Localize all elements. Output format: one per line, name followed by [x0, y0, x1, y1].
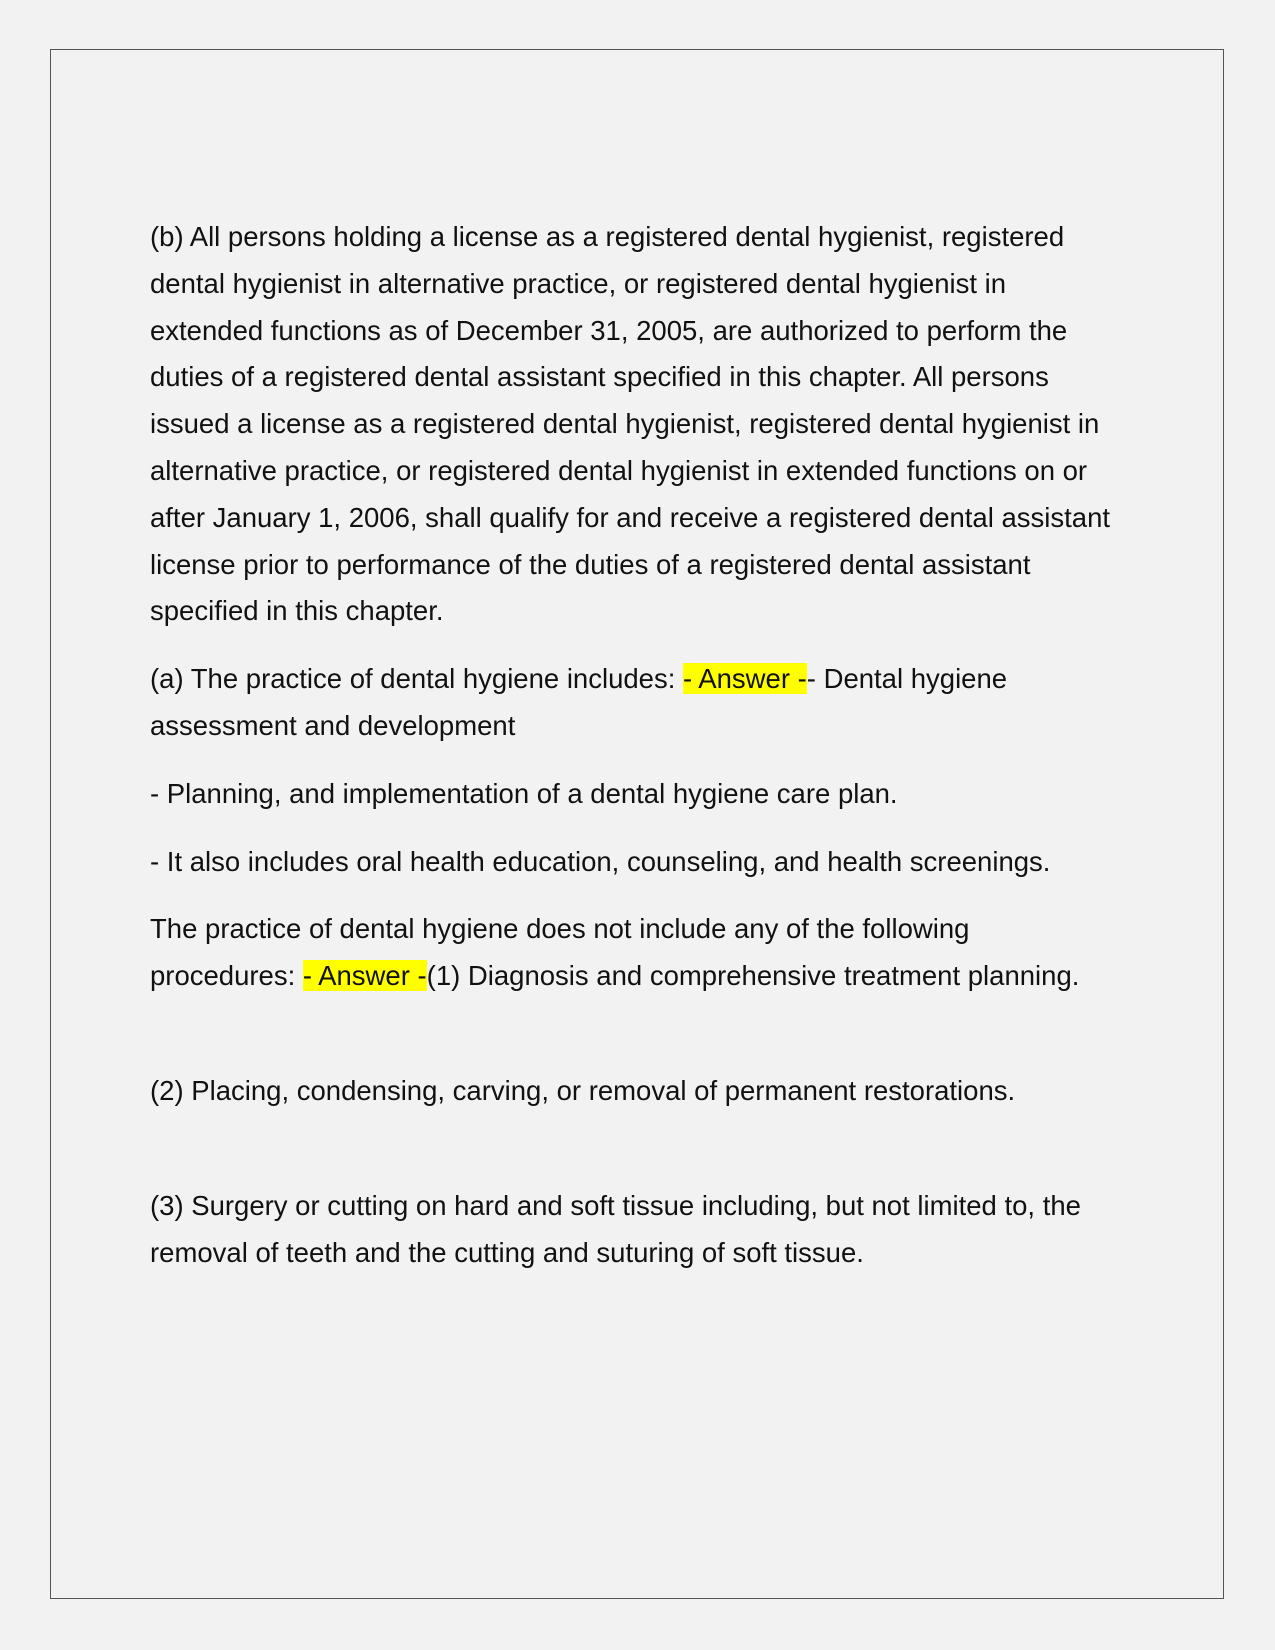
document-body	[150, 214, 1120, 1276]
paragraph-b: (b) All persons holding a license as a registered dental hygienist, registered dental hygienist in alternative practice, or registered dental hygienist in extended functions as of December 31, 2005, are authorized to perform the duties of a registered dental assistant specified in this chapter. All persons issued a license as a registered dental hygienist, registered dental hygienist in alternative practice, or registered dental hygienist in extended functions on or after January 1, 2006, shall qualify for and receive a registered dental assistant license prior to performance of the duties of a registered dental assistant specified in this chapter.	[150, 221, 1111, 627]
answer-highlight: - Answer -	[683, 663, 807, 695]
answer-highlight: - Answer -	[302, 960, 427, 992]
exclusions-prefix: The practice of dental hygiene does not include any of the following procedures:	[150, 913, 970, 992]
bullet-planning: - Planning, and implementation of a dental hygiene care plan.	[150, 777, 898, 809]
paragraph-a	[150, 656, 1120, 750]
bullet-education: - It also includes oral health education, counseling, and health screenings.	[150, 845, 1051, 877]
item-3: (3) Surgery or cutting on hard and soft tissue including, but not limited to, the removal of teeth and the cutting and suturing of soft tissue.	[150, 1189, 1081, 1268]
exclusions-suffix: (1) Diagnosis and comprehensive treatment planning.	[426, 960, 1080, 992]
paragraph-a-prefix: (a) The practice of dental hygiene includes:	[150, 663, 684, 695]
item-2: (2) Placing, condensing, carving, or removal of permanent restorations.	[150, 1074, 1016, 1106]
exclusions-paragraph	[150, 906, 1120, 1000]
paragraph-a-suffix: - Dental hygiene assessment and development	[150, 663, 1008, 741]
